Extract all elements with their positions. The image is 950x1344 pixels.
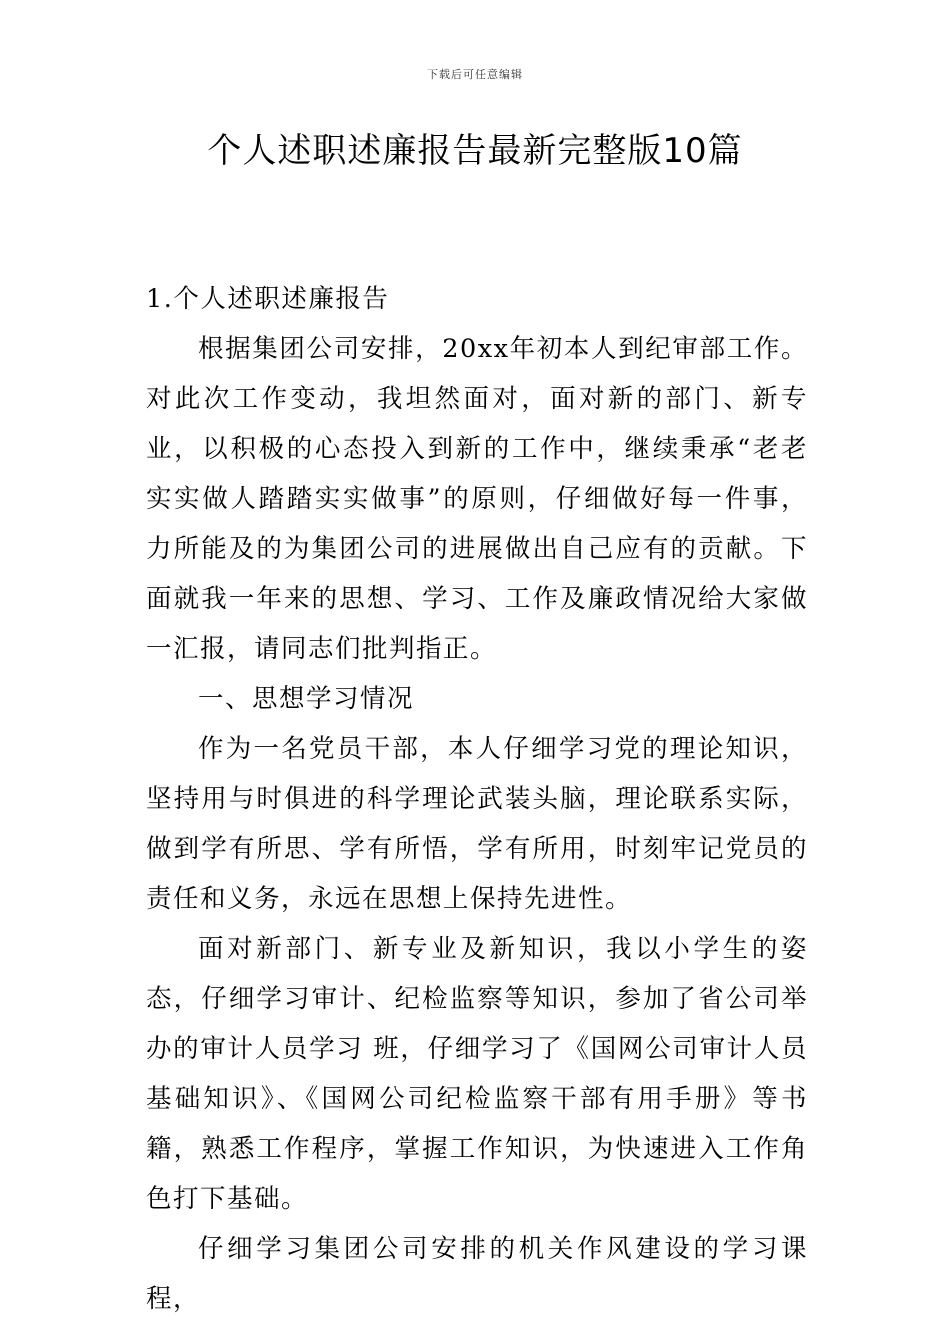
subsection-heading: 一、思想学习情况	[198, 684, 415, 714]
paragraph: 作为一名党员干部，本人仔细学习党的理论知识，坚持用与时俱进的科学理论武装头脑，理论联系实际，做到学有所思、学有所悟，学有所用，时刻牢记党员的责任和义务，永远在思想上保持先进性。	[146, 734, 808, 914]
section-heading: 1.个人述职述廉报告	[146, 284, 390, 314]
paragraph: 根据集团公司安排，20xx年初本人到纪审部工作。对此次工作变动，我坦然面对，面对新的部门、新专业，以积极的心态投入到新的工作中，继续秉承“老老实实做人踏踏实实做事”的原则，仔细做好每一件事，力所能及的为集团公司的进展做出自己应有的贡献。下面就我一年来的思想、学习、工作及廉政情况给大家做一汇报，请同志们批判指正。	[146, 334, 808, 664]
document-title: 个人述职述廉报告最新完整版10篇	[207, 131, 743, 171]
paragraph: 仔细学习集团公司安排的机关作风建设的学习课程，	[146, 1234, 808, 1314]
paragraph: 面对新部门、新专业及新知识，我以小学生的姿态，仔细学习审计、纪检监察等知识，参加了省公司举办的审计人员学习 班，仔细学习了《国网公司审计人员基础知识》、《国网公司纪检监察干部有用手册》等书籍，熟悉工作程序，掌握工作知识，为快速进入工作角色打下基础。	[146, 934, 808, 1214]
document-body	[146, 274, 808, 1324]
header-note: 下载后可任意编辑	[427, 68, 523, 81]
